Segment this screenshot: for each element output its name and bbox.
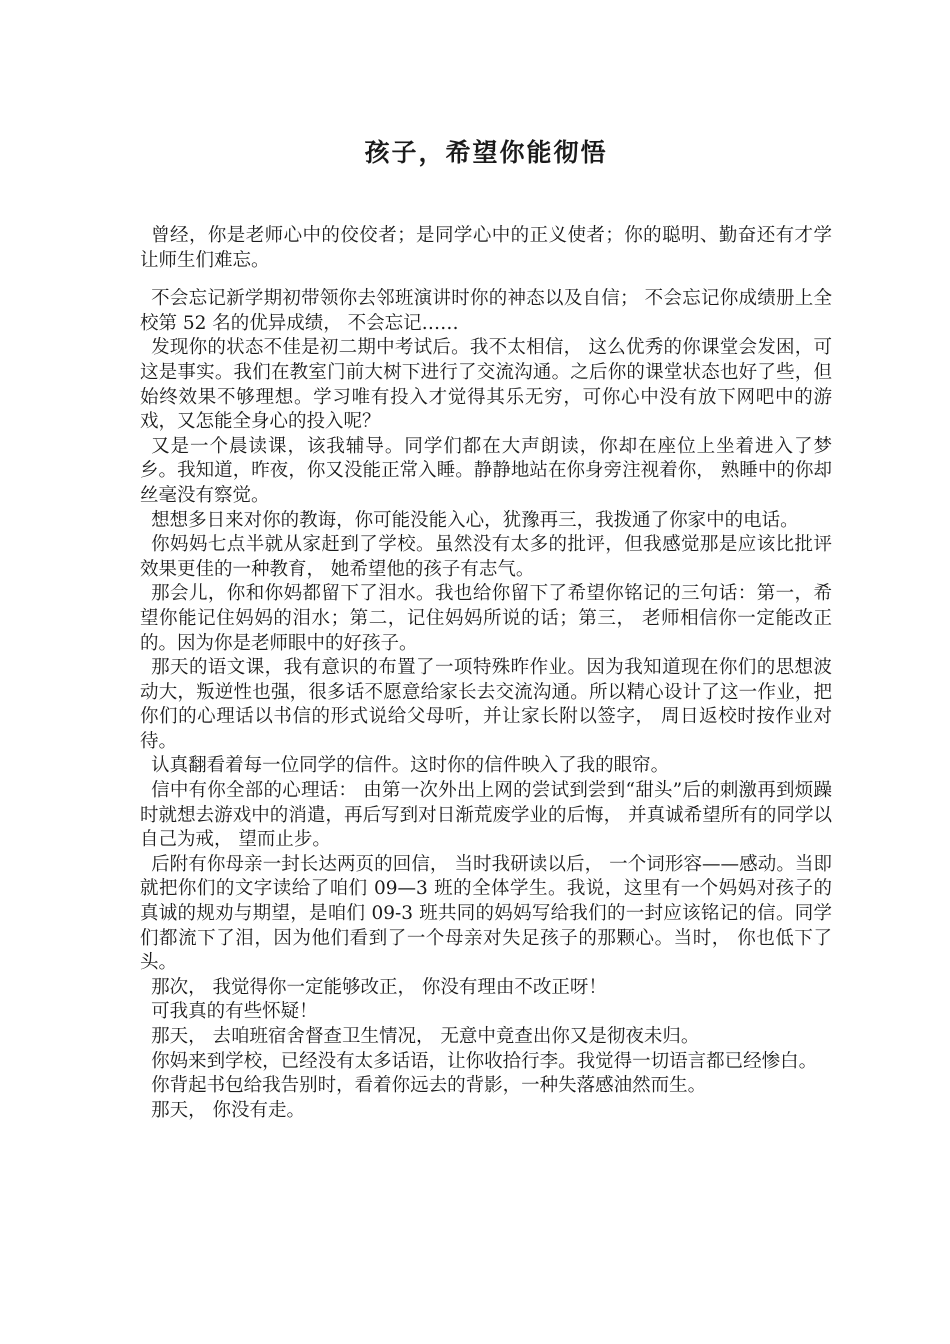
paragraph: 曾经，你是老师心中的佼佼者；是同学心中的正义使者；你的聪明、勤奋还有才学让师生们难忘。 bbox=[140, 225, 832, 271]
document-body bbox=[140, 224, 832, 1123]
paragraph: 你背起书包给我告别时，看着你远去的背影，一种失落感油然而生。 bbox=[151, 1075, 707, 1097]
paragraph: 可我真的有些怀疑！ bbox=[151, 1001, 318, 1023]
paragraph: 认真翻看着每一位同学的信件。这时你的信件映入了我的眼帘。 bbox=[151, 755, 670, 777]
document-title: 孩子，希望你能彻悟 bbox=[364, 138, 608, 167]
paragraph: 那天， 去咱班宿舍督查卫生情况， 无意中竟查出你又是彻夜未归。 bbox=[151, 1026, 700, 1047]
paragraph: 你妈妈七点半就从家赶到了学校。虽然没有太多的批评，但我感觉那是应该比批评效果更佳的一种教育， 她希望他的孩子有志气。 bbox=[140, 534, 832, 580]
paragraph: 你妈来到学校，已经没有太多话语，让你收拾行李。我觉得一切语言都已经惨白。 bbox=[151, 1050, 818, 1072]
paragraph: 信中有你全部的心理话： 由第一次外出上网的尝试到尝到“甜头”后的刺激再到烦躁时就想去游戏中的消遣，再后写到对日渐荒废学业的后悔， 并真诚希望所有的同学以自己为戒， 望而止步。 bbox=[140, 780, 832, 851]
paragraph: 后附有你母亲一封长达两页的回信， 当时我研读以后， 一个词形容——感动。当即就把你们的文字读给了咱们 09—3 班的全体学生。我说，这里有一个妈妈对孩子的真诚的规劝与期望，是咱们 09-3 班共同的妈妈写给我们的一封应该铭记的信。同学们都流下了泪，因为他们看到了一个母亲对失足孩子的那颗心。当时， 你也低下了头。 bbox=[140, 853, 832, 974]
paragraph: 那天的语文课，我有意识的布置了一项特殊昨作业。因为我知道现在你们的思想波动大，叛逆性也强，很多话不愿意给家长去交流沟通。所以精心设计了这一作业，把你们的心理话以书信的形式说给父母听，并让家长附以签字， 周日返校时按作业对待。 bbox=[140, 657, 832, 752]
paragraph: 那会儿，你和你妈都留下了泪水。我也给你留下了希望你铭记的三句话：第一，希望你能记住妈妈的泪水；第二，记住妈妈所说的话；第三， 老师相信你一定能改正的。因为你是老师眼中的好孩子。 bbox=[140, 583, 832, 654]
paragraph: 想想多日来对你的教诲，你可能没能入心，犹豫再三，我拨通了你家中的电话。 bbox=[151, 509, 799, 531]
paragraph: 那次， 我觉得你一定能够改正， 你没有理由不改正呀！ bbox=[151, 976, 607, 998]
paragraph: 发现你的状态不佳是初二期中考试后。我不太相信， 这么优秀的你课堂会发困，可这是事实。我们在教室门前大树下进行了交流沟通。之后你的课堂状态也好了些，但始终效果不够理想。学习唯有投入才觉得其乐无穷，可你心中没有放下网吧中的游戏，又怎能全身心的投入呢？ bbox=[140, 337, 832, 433]
paragraph: 那天， 你没有走。 bbox=[151, 1099, 305, 1121]
paragraph: 又是一个晨读课，该我辅导。同学们都在大声朗读，你却在座位上坐着进入了梦乡。我知道，昨夜，你又没能正常入睡。静静地站在你身旁注视着你， 熟睡中的你却丝毫没有察觉。 bbox=[140, 435, 832, 506]
paragraph: 不会忘记新学期初带领你去邻班演讲时你的神态以及自信； 不会忘记你成绩册上全校第 52 名的优异成绩， 不会忘记…… bbox=[140, 288, 832, 334]
